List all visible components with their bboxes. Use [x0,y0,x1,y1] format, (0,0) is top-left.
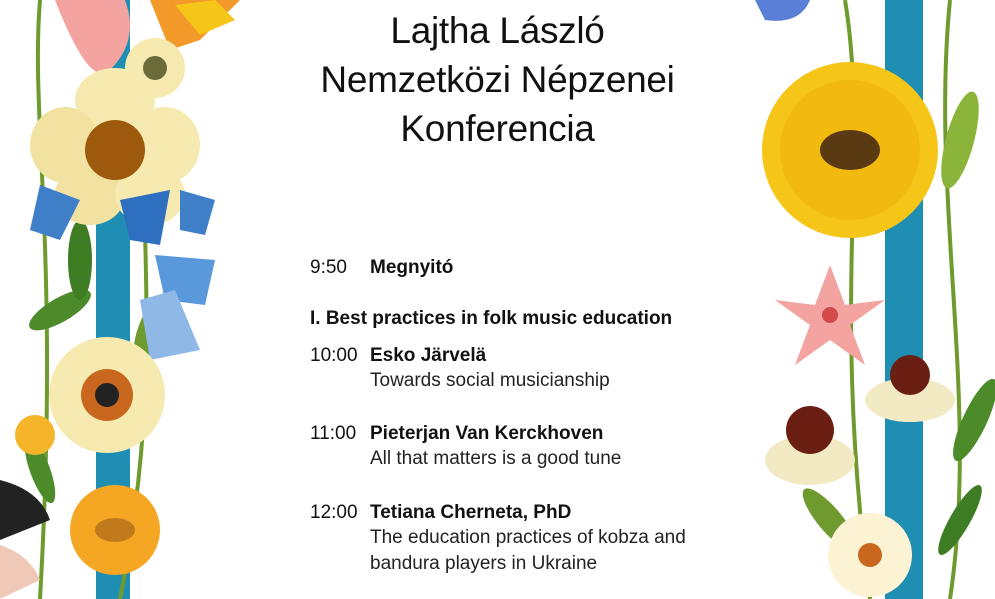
opening-time: 9:50 [310,257,347,278]
section-title: I. Best practices in folk music education [310,308,673,329]
talk-2-speaker: Pieterjan Van Kerckhoven [370,423,604,444]
right-floral-illustration [750,0,995,599]
talk-3-time: 12:00 [310,502,358,523]
talk-1-speaker: Esko Järvelä [370,345,487,366]
talk-3-title-line-1: The education practices of kobza and [370,527,686,548]
opening-label: Megnyitó [370,257,454,278]
talk-2-title: All that matters is a good tune [370,448,622,469]
talk-1-time: 10:00 [310,345,358,366]
talk-2-time: 11:00 [310,423,357,444]
title-line-2: Nemzetközi Népzenei [320,59,675,100]
talk-1-title: Towards social musicianship [370,370,610,391]
title-line-1: Lajtha László [390,10,605,51]
left-floral-illustration [0,0,240,599]
talk-3-speaker: Tetiana Cherneta, PhD [370,502,572,523]
talk-3-title-line-2: bandura players in Ukraine [370,553,598,574]
title-line-3: Konferencia [400,108,595,149]
conference-title [255,6,740,153]
